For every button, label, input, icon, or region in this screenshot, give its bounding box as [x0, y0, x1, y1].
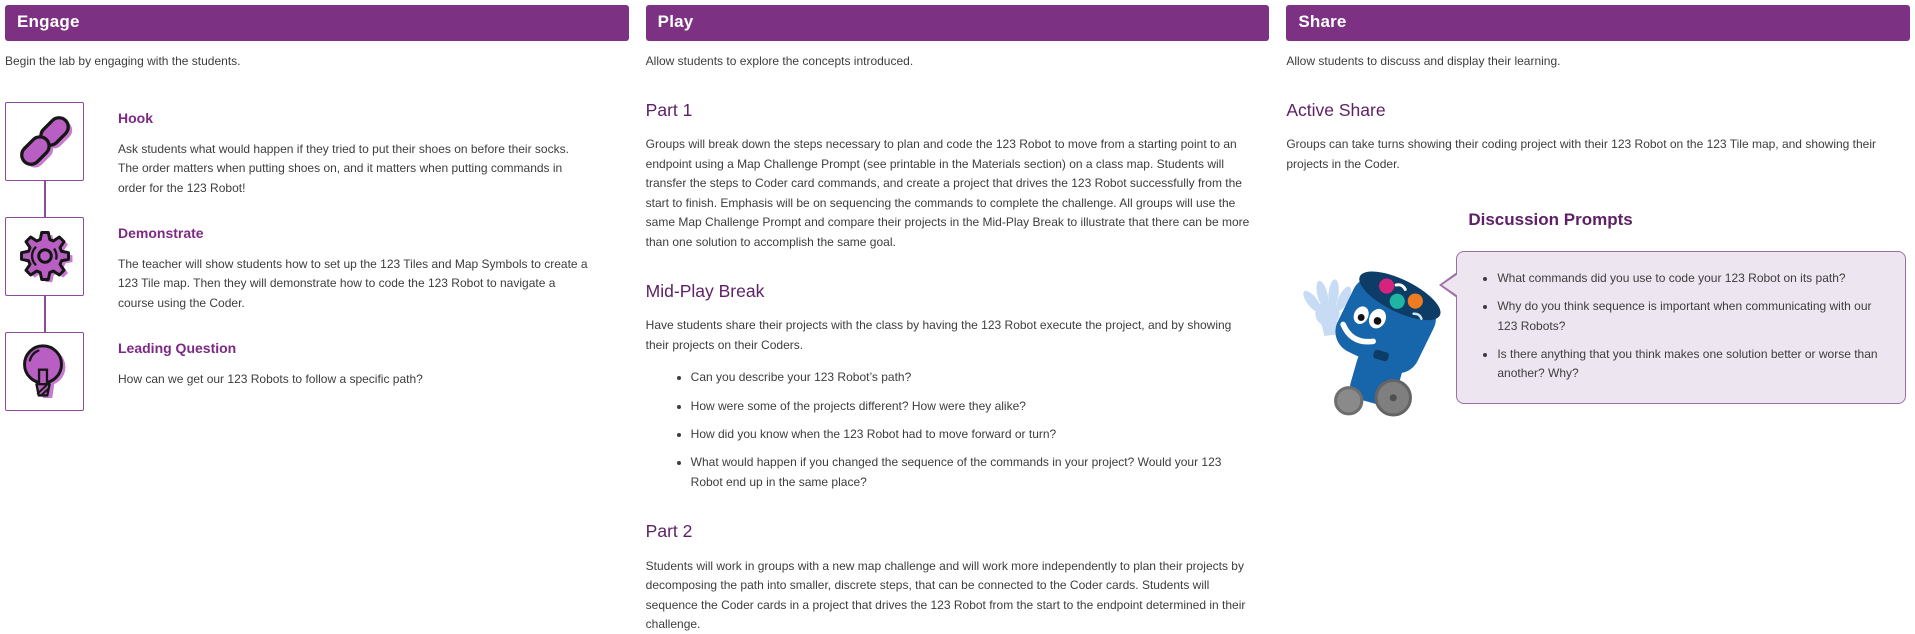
- engage-title: Engage: [17, 12, 80, 31]
- section-heading: Active Share: [1286, 99, 1386, 120]
- section-body: Students will work in groups with a new map challenge and will work more independently to plan their projects by decomposing the path into smaller, discrete steps, that can be connected to the Coder cards. Students will sequence the Coder cards in a project that drives the 123 Robot from the start to the endpoint determined in their challenge.: [645, 558, 1246, 631]
- discussion-bullet-list: [1465, 269, 1885, 384]
- section-body: Groups will break down the steps necessary to plan and code the 123 Robot to move from a starting point to an endpoint using a Map Challenge Prompt (see printable in the Materials section) on a class map. Students will transfer the steps to Coder card commands, and create a project that drives the 123 Robot successfully from the start to finish. Emphasis will be on sequencing the commands to complete the challenge. All groups will use the same Map Challenge Prompt and compare their projects in the Mid-Play Break to illustrate that there can be more than one solution to accomplish the same goal.: [645, 137, 1250, 249]
- chain-link-icon: [5, 102, 84, 181]
- engage-intro: Begin the lab by engaging with the students.: [5, 53, 241, 68]
- engage-header: [5, 5, 629, 41]
- section-heading: Mid-Play Break: [645, 280, 765, 301]
- lightbulb-icon: [5, 332, 84, 411]
- discussion-prompts-section: [1286, 206, 1910, 421]
- step-title-demonstrate: Demonstrate: [118, 224, 204, 241]
- bullet-item: • How were some of the projects different? How were they alike?: [691, 397, 1231, 416]
- play-header: [646, 5, 1270, 41]
- step-text-leading-question: How can we get our 123 Robots to follow a specific path?: [118, 371, 423, 386]
- play-section-part-1: [646, 96, 1270, 252]
- bullet-item: • Can you describe your 123 Robot’s path?: [691, 368, 1231, 387]
- share-column: [1286, 5, 1910, 634]
- bullet-item: • How did you know when the 123 Robot had to move forward or turn?: [691, 425, 1231, 444]
- engage-step-hook: [5, 102, 629, 217]
- bullet-item: • Why do you think sequence is important when communicating with our 123 Robots?: [1497, 297, 1885, 336]
- gear-icon: [5, 217, 84, 296]
- engage-column: [5, 5, 629, 634]
- active-share-section: [1286, 96, 1910, 174]
- share-intro: Allow students to discuss and display their learning.: [1286, 53, 1561, 68]
- play-section-part-2: [646, 517, 1270, 634]
- play-section-mid-play-break: [646, 277, 1270, 492]
- bullet-item: • What commands did you use to code your 123 Robot on its path?: [1497, 269, 1885, 288]
- bullet-item: • What would happen if you changed the sequence of the commands in your project? Would your 123 Robot end up in the same place?: [691, 453, 1231, 492]
- section-body: Groups can take turns showing their coding project with their 123 Robot on the 123 Tile map, and showing their projects in the Coder.: [1286, 137, 1877, 171]
- share-header: [1286, 5, 1910, 41]
- section-body: Have students share their projects with the class by having the 123 Robot execute the project, and by showing their projects on their Coders.: [645, 318, 1232, 352]
- section-heading: Part 2: [645, 521, 693, 542]
- engage-steps: [5, 102, 629, 447]
- play-column: [646, 5, 1270, 634]
- play-intro: Allow students to explore the concepts introduced.: [645, 53, 914, 68]
- play-title: Play: [657, 12, 694, 31]
- mid-play-bullet-list: [646, 368, 1270, 492]
- engage-step-leading-question: [5, 332, 629, 447]
- bullet-item: • Is there anything that you think makes one solution better or worse than another? Why?: [1497, 345, 1885, 384]
- step-text-demonstrate: The teacher will show students how to set up the 123 Tiles and Map Symbols to create a 123 Tile map. Then they will demonstrate how to code the 123 Robot to navigate a course using the Coder.: [118, 256, 588, 310]
- step-title-hook: Hook: [118, 109, 153, 126]
- 123-robot-mascot: [1286, 249, 1458, 421]
- share-title: Share: [1298, 12, 1347, 31]
- section-heading: Part 1: [645, 99, 693, 120]
- discussion-prompts-heading: Discussion Prompts: [1468, 210, 1633, 230]
- step-title-leading-question: Leading Question: [118, 339, 237, 356]
- discussion-speech-bubble: [1456, 251, 1906, 404]
- engage-step-demonstrate: [5, 217, 629, 332]
- step-text-hook: Ask students what would happen if they tried to put their shoes on before their socks. The order matters when putting shoes on, and it matters when putting commands in order for the 123 Robot!: [118, 141, 569, 195]
